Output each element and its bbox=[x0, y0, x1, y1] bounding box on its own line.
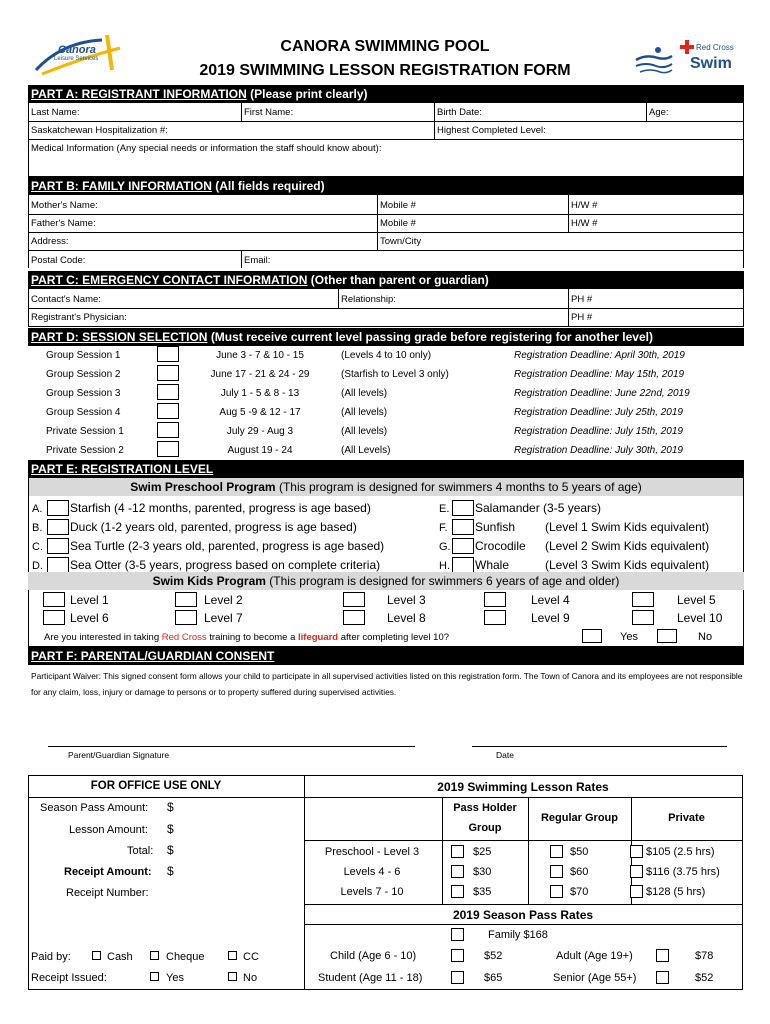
level-checkbox[interactable] bbox=[175, 610, 197, 625]
season-pass-label: Season Pass Amount: bbox=[40, 802, 149, 814]
col-private: Private bbox=[668, 812, 705, 824]
part-c-header bbox=[28, 271, 744, 289]
private-price: $128 (5 hrs) bbox=[646, 886, 706, 898]
session-name: Private Session 2 bbox=[46, 445, 124, 456]
level-checkbox[interactable] bbox=[175, 592, 197, 607]
private-checkbox[interactable] bbox=[630, 865, 643, 878]
preschool-checkbox[interactable] bbox=[452, 538, 474, 554]
student-price: $65 bbox=[484, 972, 503, 984]
receipt-issued-label: Receipt Issued: bbox=[31, 972, 107, 984]
lifeguard-word: lifeguard bbox=[298, 632, 339, 643]
preschool-option: Salamander (3-5 years) bbox=[475, 501, 602, 515]
medical-info-label: Medical Information (Any special needs or information the staff should know about): bbox=[31, 143, 382, 154]
postal-code-label: Postal Code: bbox=[31, 255, 86, 266]
receipt-yes-label: Yes bbox=[166, 972, 184, 984]
preschool-option: Sunfish bbox=[475, 520, 516, 534]
part-e-title: PART E: REGISTRATION LEVEL bbox=[31, 462, 214, 476]
private-checkbox[interactable] bbox=[630, 885, 643, 898]
cheque-label: Cheque bbox=[166, 951, 205, 963]
lifeguard-yes-checkbox[interactable] bbox=[582, 629, 602, 643]
level-label: Level 7 bbox=[204, 611, 243, 625]
part-f-title: PART F: PARENTAL/GUARDIAN CONSENT bbox=[31, 649, 275, 663]
child-label: Child (Age 6 - 10) bbox=[330, 950, 417, 962]
senior-label: Senior (Age 55+) bbox=[553, 972, 637, 984]
part-c-note: (Other than parent or guardian) bbox=[310, 273, 489, 287]
season-title: 2019 Season Pass Rates bbox=[452, 908, 594, 922]
father-hw-label: H/W # bbox=[571, 218, 598, 229]
receipt-no-checkbox[interactable] bbox=[228, 972, 237, 981]
level-label: Level 9 bbox=[531, 611, 570, 625]
date-label: Date bbox=[496, 750, 514, 760]
preschool-letter: A. bbox=[32, 503, 43, 515]
session-levels: (Starfish to Level 3 only) bbox=[341, 369, 449, 380]
session-dates: July 29 - Aug 3 bbox=[226, 426, 294, 437]
part-a-note: (Please print clearly) bbox=[250, 87, 368, 101]
session-checkbox[interactable] bbox=[157, 403, 179, 419]
part-c-title: PART C: EMERGENCY CONTACT INFORMATION bbox=[31, 273, 308, 287]
preschool-option: Crocodile bbox=[475, 539, 526, 553]
logo-canora-text: Canora bbox=[58, 44, 96, 56]
session-name: Group Session 1 bbox=[46, 350, 121, 361]
level-checkbox[interactable] bbox=[43, 610, 65, 625]
contact-ph-label: PH # bbox=[571, 294, 593, 305]
preschool-letter: F. bbox=[439, 522, 448, 534]
lesson-amount-dollar: $ bbox=[167, 822, 174, 836]
preschool-checkbox[interactable] bbox=[47, 500, 69, 516]
total-dollar: $ bbox=[167, 843, 174, 857]
pass-checkbox[interactable] bbox=[451, 865, 464, 878]
part-b-header bbox=[28, 177, 744, 195]
session-levels: (All levels) bbox=[341, 407, 388, 418]
signature-label: Parent/Guardian Signature bbox=[68, 750, 170, 760]
red-cross-word: Red Cross bbox=[161, 632, 207, 643]
red-cross-text: Red Cross bbox=[696, 43, 734, 52]
receipt-number-label: Receipt Number: bbox=[66, 887, 149, 899]
lifeguard-q1: Are you interested in taking bbox=[44, 632, 162, 643]
regular-checkbox[interactable] bbox=[550, 865, 563, 878]
lifeguard-question bbox=[44, 632, 449, 643]
session-deadline: Registration Deadline: July 30th, 2019 bbox=[514, 445, 683, 456]
lesson-amount-label: Lesson Amount: bbox=[69, 824, 148, 836]
session-dates: June 3 - 7 & 10 - 15 bbox=[216, 350, 304, 361]
preschool-equivalent: (Level 1 Swim Kids equivalent) bbox=[545, 520, 710, 534]
session-dates: June 17 - 21 & 24 - 29 bbox=[210, 369, 310, 380]
rate-row-label: Preschool - Level 3 bbox=[324, 846, 420, 858]
pass-price: $35 bbox=[473, 886, 492, 898]
session-checkbox[interactable] bbox=[157, 365, 179, 381]
cash-label: Cash bbox=[107, 951, 133, 963]
level-label: Level 2 bbox=[204, 593, 243, 607]
level-checkbox[interactable] bbox=[343, 610, 365, 625]
rate-row-label: Levels 4 - 6 bbox=[343, 866, 401, 878]
paid-by-label: Paid by: bbox=[31, 951, 71, 963]
mother-hw-label: H/W # bbox=[571, 200, 598, 211]
part-d-note: (Must receive current level passing grade before registering for another level) bbox=[210, 330, 653, 344]
session-name: Group Session 4 bbox=[46, 407, 121, 418]
part-b-title: PART B: FAMILY INFORMATION bbox=[31, 179, 212, 193]
preschool-option: Starfish (4 -12 months, parented, progress is age based) bbox=[70, 501, 371, 515]
level-label: Level 1 bbox=[70, 593, 109, 607]
level-label: Level 3 bbox=[387, 593, 426, 607]
cheque-checkbox[interactable] bbox=[150, 951, 159, 960]
child-checkbox[interactable] bbox=[451, 949, 464, 962]
pass-checkbox[interactable] bbox=[451, 845, 464, 858]
red-cross-swim-logo bbox=[632, 38, 742, 78]
session-checkbox[interactable] bbox=[157, 422, 179, 438]
level-label: Level 5 bbox=[677, 593, 716, 607]
level-checkbox[interactable] bbox=[43, 592, 65, 607]
col-regular: Regular Group bbox=[540, 812, 618, 824]
pass-price: $30 bbox=[473, 866, 492, 878]
physician-ph-label: PH # bbox=[571, 312, 593, 323]
season-pass-dollar: $ bbox=[167, 800, 174, 814]
office-title: FOR OFFICE USE ONLY bbox=[90, 780, 222, 792]
session-name: Group Session 3 bbox=[46, 388, 121, 399]
swim-text: Swim bbox=[690, 55, 732, 72]
first-name-label: First Name: bbox=[244, 107, 294, 118]
regular-checkbox[interactable] bbox=[550, 885, 563, 898]
senior-price: $52 bbox=[695, 972, 714, 984]
age-label: Age: bbox=[649, 107, 669, 118]
lifeguard-no-checkbox[interactable] bbox=[657, 629, 677, 643]
student-label: Student (Age 11 - 18) bbox=[318, 972, 423, 984]
preschool-option: Whale bbox=[475, 558, 510, 572]
family-checkbox[interactable] bbox=[451, 928, 464, 941]
part-a-title: PART A: REGISTRANT INFORMATION bbox=[31, 87, 247, 101]
family-label: Family $168 bbox=[488, 929, 548, 941]
session-levels: (All levels) bbox=[341, 388, 388, 399]
session-deadline: Registration Deadline: July 15th, 2019 bbox=[514, 426, 683, 437]
adult-price: $78 bbox=[695, 950, 714, 962]
preschool-letter: C. bbox=[32, 541, 43, 553]
adult-label: Adult (Age 19+) bbox=[556, 950, 633, 962]
part-d-header bbox=[28, 328, 744, 346]
town-label: Town/City bbox=[380, 236, 422, 247]
kids-title-row bbox=[28, 574, 744, 588]
regular-price: $70 bbox=[570, 886, 589, 898]
mother-name-label: Mother's Name: bbox=[31, 200, 98, 211]
birth-date-label: Birth Date: bbox=[437, 107, 482, 118]
col-pass-1: Pass Holder bbox=[453, 802, 517, 814]
receipt-amount-label: Receipt Amount: bbox=[64, 866, 152, 878]
col-pass-2: Group bbox=[468, 822, 502, 834]
pass-checkbox[interactable] bbox=[451, 885, 464, 898]
level-checkbox[interactable] bbox=[484, 610, 506, 625]
rate-row-label: Levels 7 - 10 bbox=[340, 886, 404, 898]
email-label: Email: bbox=[244, 255, 271, 266]
preschool-option: Duck (1-2 years old, parented, progress is age based) bbox=[70, 520, 357, 534]
pass-price: $25 bbox=[473, 846, 492, 858]
part-e-header bbox=[28, 460, 744, 478]
receipt-amount-dollar: $ bbox=[167, 864, 174, 878]
preschool-letter: B. bbox=[32, 522, 43, 534]
session-dates: August 19 - 24 bbox=[227, 445, 293, 456]
level-checkbox[interactable] bbox=[484, 592, 506, 607]
preschool-letter: D. bbox=[32, 560, 43, 572]
session-deadline: Registration Deadline: July 25th, 2019 bbox=[514, 407, 683, 418]
last-name-label: Last Name: bbox=[31, 107, 80, 118]
canora-logo bbox=[32, 30, 127, 80]
contact-name-label: Contact's Name: bbox=[31, 294, 101, 305]
preschool-checkbox[interactable] bbox=[47, 519, 69, 535]
level-checkbox[interactable] bbox=[632, 610, 654, 625]
preschool-note: (This program is designed for swimmers 4 months to 5 years of age) bbox=[278, 480, 642, 494]
preschool-letter: G. bbox=[439, 541, 451, 553]
session-checkbox[interactable] bbox=[157, 346, 179, 362]
part-a-header bbox=[28, 85, 744, 103]
private-price: $105 (2.5 hrs) bbox=[646, 846, 715, 858]
level-label: Level 10 bbox=[677, 611, 723, 625]
senior-checkbox[interactable] bbox=[656, 971, 669, 984]
logo-leisure-text: Leisure Services bbox=[54, 56, 99, 62]
session-levels: (All levels) bbox=[341, 426, 388, 437]
part-f-header bbox=[28, 647, 744, 665]
student-checkbox[interactable] bbox=[451, 971, 464, 984]
private-checkbox[interactable] bbox=[630, 845, 643, 858]
regular-price: $50 bbox=[570, 846, 589, 858]
session-name: Group Session 2 bbox=[46, 369, 121, 380]
regular-price: $60 bbox=[570, 866, 589, 878]
session-dates: July 1 - 5 & 8 - 13 bbox=[220, 388, 300, 399]
preschool-equivalent: (Level 2 Swim Kids equivalent) bbox=[545, 539, 710, 553]
lifeguard-no-label: No bbox=[698, 631, 713, 643]
level-label: Level 6 bbox=[70, 611, 109, 625]
level-label: Level 4 bbox=[531, 593, 570, 607]
address-label: Address: bbox=[31, 236, 69, 247]
preschool-title-row bbox=[28, 480, 744, 494]
father-name-label: Father's Name: bbox=[31, 218, 96, 229]
level-checkbox[interactable] bbox=[632, 592, 654, 607]
preschool-checkbox[interactable] bbox=[452, 557, 474, 573]
preschool-checkbox[interactable] bbox=[47, 538, 69, 554]
session-dates: Aug 5 -9 & 12 - 17 bbox=[219, 407, 301, 418]
child-price: $52 bbox=[484, 950, 503, 962]
receipt-yes-checkbox[interactable] bbox=[150, 972, 159, 981]
red-cross-icon bbox=[680, 40, 694, 54]
physician-label: Registrant's Physician: bbox=[31, 312, 127, 323]
part-d-title: PART D: SESSION SELECTION bbox=[31, 330, 208, 344]
kids-note: (This program is designed for swimmers 6 years of age and older) bbox=[269, 574, 620, 588]
preschool-option: Sea Otter (3-5 years, progress based on complete criteria) bbox=[70, 558, 381, 572]
preschool-checkbox[interactable] bbox=[452, 519, 474, 535]
session-deadline: Registration Deadline: April 30th, 2019 bbox=[514, 350, 685, 361]
cc-checkbox[interactable] bbox=[228, 951, 237, 960]
adult-checkbox[interactable] bbox=[656, 949, 669, 962]
form-title-2: 2019 SWIMMING LESSON REGISTRATION FORM bbox=[199, 62, 571, 79]
highest-level-label: Highest Completed Level: bbox=[437, 125, 546, 136]
session-levels: (All Levels) bbox=[341, 445, 391, 456]
session-name: Private Session 1 bbox=[46, 426, 124, 437]
preschool-equivalent: (Level 3 Swim Kids equivalent) bbox=[545, 558, 710, 572]
cash-checkbox[interactable] bbox=[92, 951, 101, 960]
receipt-no-label: No bbox=[243, 972, 258, 984]
session-checkbox[interactable] bbox=[157, 384, 179, 400]
lifeguard-q2: training to become a bbox=[206, 632, 298, 643]
regular-checkbox[interactable] bbox=[550, 845, 563, 858]
lifeguard-q3: after completing level 10? bbox=[338, 632, 450, 643]
session-levels: (Levels 4 to 10 only) bbox=[341, 350, 432, 361]
private-price: $116 (3.75 hrs) bbox=[646, 866, 720, 878]
preschool-checkbox[interactable] bbox=[452, 500, 474, 516]
part-b-note: (All fields required) bbox=[215, 179, 325, 193]
mother-mobile-label: Mobile # bbox=[380, 200, 416, 211]
session-checkbox[interactable] bbox=[157, 441, 179, 457]
total-label: Total: bbox=[127, 845, 154, 857]
preschool-checkbox[interactable] bbox=[47, 557, 69, 573]
swimmer-icon bbox=[634, 42, 674, 78]
preschool-title: Swim Preschool Program bbox=[130, 480, 276, 494]
level-checkbox[interactable] bbox=[343, 592, 365, 607]
lifeguard-yes-label: Yes bbox=[620, 631, 638, 643]
relationship-label: Relationship: bbox=[341, 294, 396, 305]
cc-label: CC bbox=[243, 951, 259, 963]
preschool-option: Sea Turtle (2-3 years old, parented, progress is age based) bbox=[70, 539, 385, 553]
waiver-text: Participant Waiver: This signed consent form allows your child to participate in all supervised activities listed on this registration form. The Town of Canora and its employees are not responsible for any claim, loss, injury or damage to persons or to property suffered during supervised activities. bbox=[31, 671, 743, 697]
kids-title: Swim Kids Program bbox=[152, 574, 266, 588]
father-mobile-label: Mobile # bbox=[380, 218, 416, 229]
preschool-letter: H. bbox=[439, 560, 450, 572]
hospitalization-label: Saskatchewan Hospitalization #: bbox=[31, 125, 168, 136]
rates-title: 2019 Swimming Lesson Rates bbox=[437, 780, 609, 794]
preschool-letter: E. bbox=[439, 503, 450, 515]
session-deadline: Registration Deadline: May 15th, 2019 bbox=[514, 369, 685, 380]
session-deadline: Registration Deadline: June 22nd, 2019 bbox=[514, 388, 690, 399]
level-label: Level 8 bbox=[387, 611, 426, 625]
form-title-1: CANORA SWIMMING POOL bbox=[280, 38, 490, 55]
